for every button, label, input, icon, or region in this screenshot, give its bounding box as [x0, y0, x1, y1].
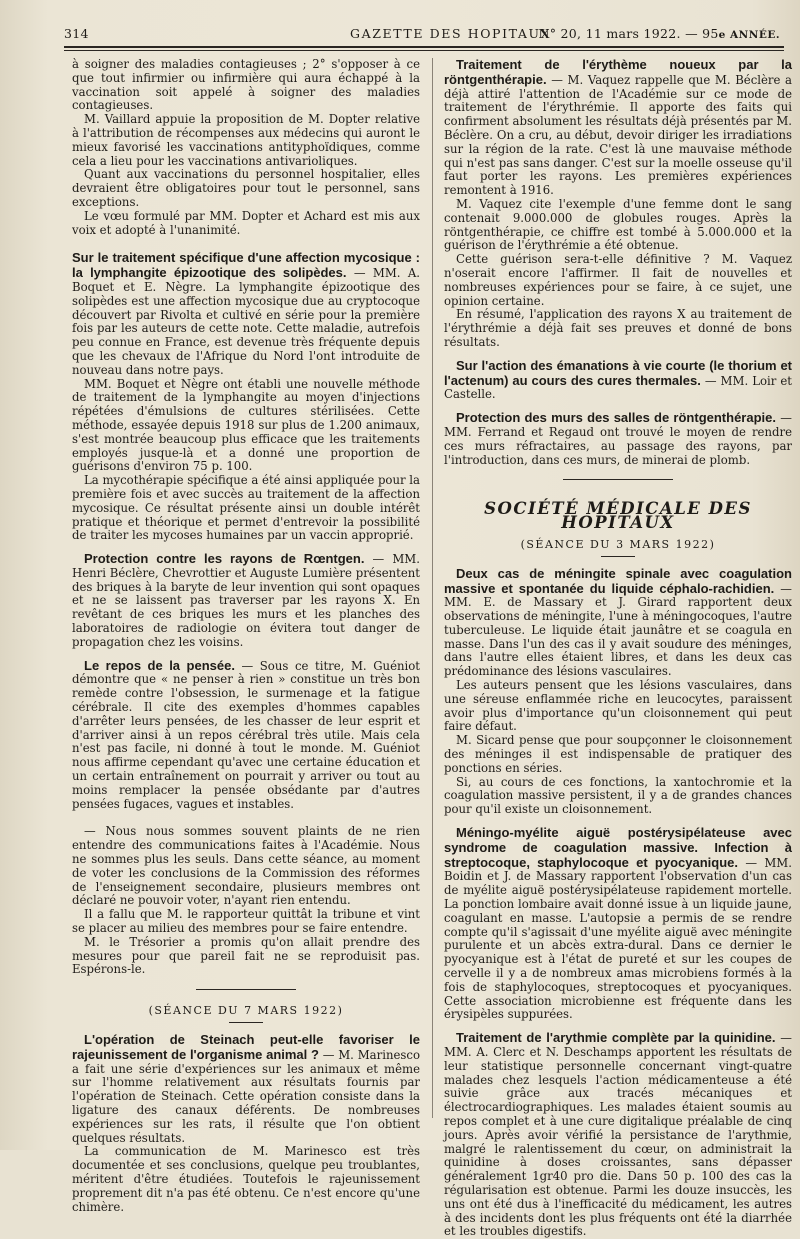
article-title: Protection contre les rayons de Rœntgen.	[84, 551, 365, 567]
paragraph: La mycothérapie spécifique a été ainsi appliquée pour la première fois et avec succès au traitement de la affection mycosique. Ce résultat présente ainsi un double intérêt pratique et théorique et permet d'entrevoir la possibilité de traiter les mycoses humaines par un vaccin approprié.	[72, 473, 421, 543]
article-authors: — M. Vaquez rappelle que M. Béclère a déjà attiré l'attention de l'Académie sur ce mode de traitement de l'érythrémie. Il apporte des faits qui confirment absolument les résultats déjà présentés par M. Béclère. On a cru, au début, devoir diriger les irradiations sur la région de la rate. C'est là une mauvaise méthode qui n'est pas sans danger. C'est sur la moelle osseuse qu'il faut porter les rayons. Les premières expériences remontent à 1916.	[444, 72, 792, 198]
issue-info	[538, 26, 780, 41]
article-authors: — MM. A. Clerc et N. Deschamps apportent les résultats de leur statistique personnelle concernant vingt-quatre malades chez lesquels l'action médicamenteuse a été suivie grâce aux tracés mécaniques et électrocardiographiques. Les malades étaient soumis au repos complet et à une cure digitalique préalable de cinq jours. Après avoir vérifié la persistance de l'arythmie, malgré le ralentissement du cœur, on administrait la quinidine à doses croissantes, sans dépasser généralement 1gr40 pro die. Dans 50 p. 100 des cas la régularisation est obtenue. Parmi les douze insuccès, les uns ont été dus à l'inefficacité du médicament, les autres à des incidents dont les plus fréquents ont été la diarrhée et les troubles digestifs.	[444, 1031, 792, 1239]
article-lead	[72, 251, 420, 377]
article-lymphangite	[72, 251, 420, 543]
paragraph: M. Vaquez cite l'exemple d'une femme dont le sang contenait 9.000.000 de globules rouges. Après la röntgenthérapie, ce chiffre est tombé à 5.000.000 et la guérison de l'érythrémie a été obtenue.	[444, 196, 792, 253]
paragraph: MM. Boquet et Nègre ont établi une nouvelle méthode de traitement de la lymphangite au moyen d'injections répétées d'émulsions de cultures stérilisées. Cette méthode, essayée depuis 1918 sur plus de 1.200 animaux, s'est montrée beaucoup plus efficace que les traitements employés jusque-là et a donné une proportion de guérisons d'environ 75 p. 100.	[72, 376, 420, 474]
paragraph: Cette guérison sera-t-elle définitive ? M. Vaquez n'oserait encore l'affirmer. Il fait de nouvelles et nombreuses expériences pour se faire, à ce sujet, une opinion certaine.	[444, 252, 792, 308]
article-quinidine	[444, 1031, 792, 1239]
paragraph: Si, au cours de ces fonctions, la xantochromie et la coagulation massive persistent, il y a de grandes chances pour qu'il existe un cloisonnement.	[444, 774, 792, 817]
article-authors: — MM. Loir et Castelle.	[444, 373, 792, 402]
paragraph: Les auteurs pensent que les lésions vasculaires, dans une séreuse enflammée riche en leucocytes, paraissent avoir plus d'importance qu'un cloisonnement qui peut faire défaut.	[444, 678, 792, 734]
issue-annee: e ANNÉE.	[718, 29, 780, 41]
article-meningo-myelite	[444, 826, 792, 1022]
paragraph: M. le Trésorier a promis qu'on allait prendre des mesures pour que pareil fait ne se reproduisit pas. Espérons-le.	[72, 934, 420, 977]
article-title: Traitement de l'érythème noueux par la röntgenthérapie.	[444, 57, 792, 87]
article-lead	[72, 552, 420, 650]
section-rule	[563, 479, 673, 480]
article-title: L'opération de Steinach peut-elle favoriser le rajeunissement de l'organisme animal ?	[72, 1032, 420, 1062]
article-authors: — Sous ce titre, M. Guéniot démontre que « ne penser à rien » constitue un très bon remède contre l'obsession, le surmenage et la fatigue cérébrale. Il cite des exemples d'hommes capables d'arrêter leurs pensées, de les chasser de leur esprit et d'arriver ainsi à un repos cérébral très utile. Mais cela n'est pas facile, ni donné à tout le monde. M. Guéniot nous affirme cependant qu'avec une certaine éducation et un certain entraînement on pourrait y arriver ou tout au moins remplacer la pensée obsédante par d'autres pensées fugaces, vagues et instables.	[72, 658, 420, 811]
article-title: Protection des murs des salles de röntgenthérapie.	[456, 410, 776, 426]
paragraph: La communication de M. Marinesco est très documentée et ses conclusions, quelque peu troublantes, méritent d'être étudiées. Toutefois le rajeunissement proprement dit n'a pas été obtenu. Ce n'est encore qu'une chimère.	[72, 1144, 420, 1214]
short-rule	[601, 556, 635, 557]
right-column	[444, 57, 792, 1239]
article-erytheme	[444, 58, 792, 350]
article-lead	[444, 567, 792, 679]
paragraph: Le vœu formulé par MM. Dopter et Achard est mis aux voix et adopté à l'unanimité.	[72, 208, 420, 237]
article-title: Deux cas de méningite spinale avec coagulation massive et spontanée du liquide céphalo-rachidien.	[444, 565, 792, 596]
article-title: Méningo-myélite aiguë postérysipélateuse avec syndrome de coagulation massive. Infection à streptocoque, staphylocoque et pyocyanique.	[444, 825, 792, 870]
article-authors: — MM. Henri Béclère, Chevrottier et Auguste Lumière présentent des briques à la baryte de leur invention qui sont opaques et ne se laissent pas traverser par les rayons X. En revêtant de ces briques les murs et les planches des laboratoires de radiologie on évitera tout danger de propagation chez les voisins.	[72, 552, 420, 649]
article-lead	[444, 359, 792, 402]
paragraph: Quant aux vaccinations du personnel hospitalier, elles devraient être obligatoires pour tout le personnel, sans exceptions.	[72, 167, 420, 209]
article-authors: — MM. Boidin et J. de Massary rapportent l'observation d'un cas de myélite aiguë postérysipélateuse rapidement mortelle. La ponction lombaire avait donné issue à un liquide jaune, coagulant en masse. L'autopsie a permis de se rendre compte qu'il s'agissait d'une myélite aiguë avec méningite purulente et un abcès extra-dural. Dans ce dernier le pyocyanique est à l'état de pureté et sur les coupes de cervelle il y a de nombreux amas microbiens formés à la fois de staphylocoques, streptocoques et pyocyaniques. Cette association microbienne est fréquente dans les érysipèles suppurées.	[444, 855, 792, 1022]
article-lead	[444, 826, 792, 1022]
article-repos-pensee	[72, 659, 420, 812]
article-steinach	[72, 1033, 420, 1214]
article-title: Le repos de la pensée.	[84, 657, 235, 673]
article-authors: — M. Marinesco a fait une série d'expériences sur les animaux et même sur l'homme relativement aux résultats fournis par l'opération de Steinach. Cette opération consiste dans la ligature des canaux déférents. De nombreuses expériences sur les rats, il résulte que l'on obtient quelques résultats.	[72, 1047, 420, 1145]
article-lead	[444, 58, 792, 198]
paragraph: M. Sicard pense que pour soupçonner le cloisonnement des méninges il est indispensable de pratiquer des ponctions en séries.	[444, 733, 792, 775]
article-protection-rontgen	[72, 552, 420, 650]
header-rule	[64, 46, 784, 48]
page-number: 314	[64, 26, 89, 41]
article-title: Sur le traitement spécifique d'une affection mycosique : la lymphangite épizootique des solipèdes.	[72, 250, 420, 281]
article-title: Traitement de l'arythmie complète par la quinidine.	[456, 1030, 776, 1046]
article-emanations	[444, 359, 792, 402]
section-rule	[196, 989, 296, 990]
paragraph: à soigner des maladies contagieuses ; 2° s'opposer à ce que tout infirmier ou infirmière qui aura échappé à la vaccination soit appelé à soigner des maladies contagieuses.	[72, 57, 420, 113]
paragraph: — Nous nous sommes souvent plaints de ne rien entendre des communications faites à l'Académie. Nous ne sommes plus les seuls. Dans cette séance, au moment de voter les conclusions de la Commission des réformes de l'enseignement secondaire, plusieurs membres ont déclaré ne pouvoir voter, n'ayant rien entendu.	[72, 824, 420, 908]
left-column	[72, 57, 421, 1214]
paragraph: En résumé, l'application des rayons X au traitement de l'érythrémie a déjà fait ses preuves et donné de bons résultats.	[444, 307, 792, 349]
article-authors: — MM. Ferrand et Regaud ont trouvé le moyen de rendre ces murs réfractaires, au passage des rayons, par l'introduction, dans ces murs, de minerai de plomb.	[444, 411, 792, 467]
article-title: Sur l'action des émanations à vie courte (le thorium et l'actenum) au cours des cures thermales.	[444, 357, 792, 388]
page-header	[64, 22, 780, 44]
seance-label: (SÉANCE DU 7 MARS 1922)	[148, 1004, 344, 1018]
article-lead	[72, 1033, 420, 1145]
article-protection-murs	[444, 411, 792, 467]
article-authors: — MM. E. de Massary et J. Girard rapportent deux observations de méningite, l'une à méningocoques, l'autre tuberculeuse. Le liquide était jaunâtre et se coagula en masse. Dans l'un des cas il y avait soudure des méninges, dans l'autre elles étaient libres, et dans les deux cas prédominance des lésions vasculaires.	[444, 581, 792, 679]
issue-date: N° 20, 11 mars 1922. — 95	[538, 26, 719, 41]
article-authors: — MM. A. Boquet et E. Nègre.	[72, 266, 420, 294]
society-title: SOCIÉTÉ MÉDICALE DES HOPITAUX	[484, 499, 752, 533]
article-body: La lymphangite épizootique des solipèdes est une affection mycosique due au cryptocoque découvert par Rivolta et cultivé en série pour la première fois par les auteurs de cette note. Cette maladie, autrefois peu connue en France, est devenue très fréquente depuis que les chevaux de l'Afrique du Nord l'ont introduite de nouveau dans notre pays.	[72, 279, 420, 377]
intro-block	[72, 58, 420, 237]
journal-title: GAZETTE DES HOPITAUX	[350, 26, 552, 41]
article-lead	[72, 659, 420, 812]
column-divider	[432, 58, 433, 1118]
paragraph: Il a fallu que M. le rapporteur quittât la tribune et vint se placer au milieu des membres pour se faire entendre.	[72, 907, 420, 936]
header-rule-thin	[64, 50, 784, 51]
article-lead	[444, 1031, 792, 1239]
article-lead	[444, 411, 792, 467]
society-seance: (SÉANCE DU 3 MARS 1922)	[520, 537, 716, 551]
article-meningite-spinale	[444, 567, 792, 817]
short-rule	[229, 1022, 263, 1023]
paragraph: M. Vaillard appuie la proposition de M. Dopter relative à l'attribution de récompenses aux médecins qui auront le mieux favorisé les vaccinations antityphoïdiques, comme cela a lieu pour les vaccinations antivarioliques.	[72, 112, 420, 168]
closing-block	[72, 825, 420, 977]
